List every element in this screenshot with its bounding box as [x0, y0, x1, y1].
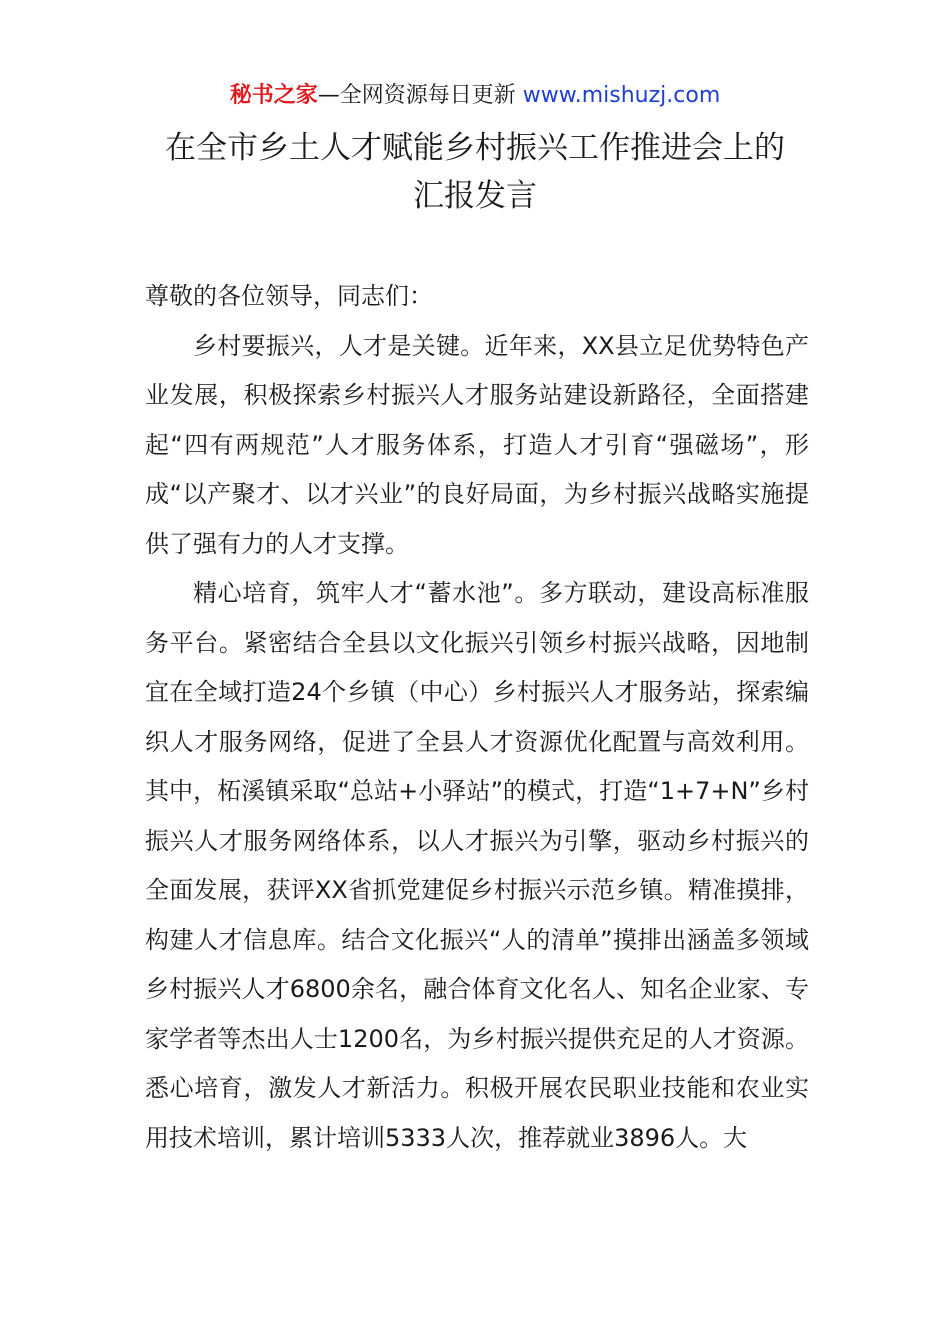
document-body	[145, 272, 809, 1163]
header-slogan: —全网资源每日更新	[317, 83, 523, 108]
title-line-2: 汇报发言	[413, 178, 537, 214]
site-url[interactable]: www.mishuzj.com	[522, 83, 721, 108]
paragraph-intro: 乡村要振兴，人才是关键。近年来，XX县立足优势特色产业发展，积极探索乡村振兴人才服务站建设新路径，全面搭建起“四有两规范”人才服务体系，打造人才引育“强磁场”，形成“以产聚才、以才兴业”的良好局面，为乡村振兴战略实施提供了强有力的人才支撑。	[145, 331, 809, 558]
brand-name: 秘书之家	[229, 83, 318, 108]
salutation: 尊敬的各位领导，同志们：	[145, 282, 433, 310]
document-title	[0, 124, 950, 220]
paragraph-cultivation: 精心培育，筑牢人才“蓄水池”。多方联动，建设高标准服务平台。紧密结合全县以文化振兴引领乡村振兴战略，因地制宜在全域打造24个乡镇（中心）乡村振兴人才服务站，探索编织人才服务网络，促进了全县人才资源优化配置与高效利用。其中，柘溪镇采取“总站+小驿站”的模式，打造“1+7+N”乡村振兴人才服务网络体系，以人才振兴为引擎，驱动乡村振兴的全面发展，获评XX省抓党建促乡村振兴示范乡镇。精准摸排，构建人才信息库。结合文化振兴“人的清单”摸排出涵盖多领域乡村振兴人才6800余名，融合体育文化名人、知名企业家、专家学者等杰出人士1200名，为乡村振兴提供充足的人才资源。悉心培育，激发人才新活力。积极开展农民职业技能和农业实用技术培训，累计培训5333人次，推荐就业3896人。大	[145, 579, 809, 1152]
site-header	[0, 80, 950, 112]
title-line-1: 在全市乡土人才赋能乡村振兴工作推进会上的	[165, 130, 785, 166]
